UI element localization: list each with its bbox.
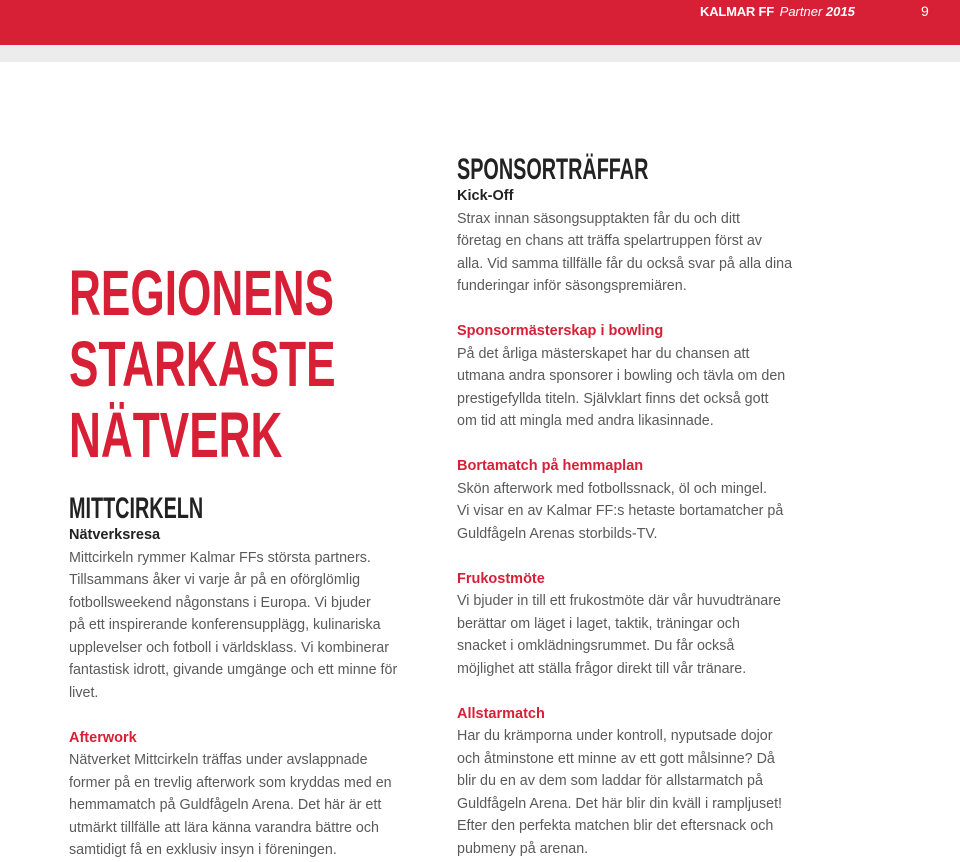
frukost-line: berättar om läget i laget, taktik, träningar och: [457, 615, 740, 632]
brand-name: KALMAR FF: [700, 4, 775, 19]
kickoff-line: alla. Vid samma tillfälle får du också svar på alla dina: [457, 255, 793, 272]
header-shadow-band: [0, 45, 960, 62]
intro-line: på ett inspirerande konferensupplägg, kulinariska: [69, 617, 381, 633]
intro-line: Tillsammans åker vi varje år på en oförglömlig: [69, 572, 361, 588]
mittcirkeln-intro-paragraph: [69, 547, 429, 705]
bortamatch-line: Guldfågeln Arenas storbilds-TV.: [457, 525, 658, 542]
page-number: 9: [921, 3, 929, 19]
bowling-paragraph: [457, 343, 817, 433]
page-headline: [69, 257, 336, 471]
afterwork-line: hemmamatch på Guldfågeln Arena. Det här är ett: [69, 797, 382, 813]
allstarmatch-paragraph: [457, 725, 817, 860]
afterwork-line: utmärkt tillfälle att lära känna varandra bättre och: [69, 819, 379, 836]
frukostmote-heading: Frukostmöte: [457, 570, 545, 587]
header-brand: [700, 4, 855, 19]
bortamatch-heading: Bortamatch på hemmaplan: [457, 458, 644, 474]
allstar-line: blir du en av dem som laddar för allstarmatch på: [457, 773, 763, 789]
frukost-line: möjlighet att ställa frågor direkt till vår tränare.: [457, 660, 747, 677]
allstar-line: pubmeny på arenan.: [457, 840, 589, 857]
intro-line: livet.: [69, 684, 99, 701]
intro-line: upplevelser och fotboll i världsklass. Vi kombinerar: [69, 639, 389, 656]
kickoff-paragraph: [457, 208, 817, 298]
frukost-line: snacket i omklädningsrummet. Du får också: [457, 638, 735, 654]
bowling-line: om tid att mingla med andra likasinnade.: [457, 413, 714, 429]
allstar-line: Efter den perfekta matchen blir det eftersnack och: [457, 818, 774, 834]
afterwork-line: Nätverket Mittcirkeln träffas under avslappnade: [69, 752, 368, 768]
partner-label: Partner: [779, 4, 823, 19]
kickoff-line: Strax innan säsongsupptakten får du och ditt: [457, 210, 740, 227]
right-column: [457, 185, 817, 860]
allstar-line: Guldfågeln Arena. Det här blir din kväll i rampljuset!: [457, 795, 783, 812]
sponsortraffar-title: SPONSORTRÄFFAR: [457, 153, 649, 186]
kickoff-heading: Kick-Off: [457, 188, 514, 204]
afterwork-line: former på en trevlig afterwork som kryddas med en: [69, 774, 392, 791]
headline-line-2: STARKASTE: [69, 328, 336, 400]
bortamatch-line: Vi visar en av Kalmar FF:s hetaste bortamatcher på: [457, 503, 784, 519]
frukost-line: Vi bjuder in till ett frukostmöte där vår huvudtränare: [457, 593, 781, 609]
bowling-line: På det årliga mästerskapet har du chansen att: [457, 345, 750, 362]
natverksresa-heading: Nätverksresa: [69, 527, 161, 543]
left-column: [69, 524, 429, 862]
bortamatch-line: Skön afterwork med fotbollssnack, öl och mingel.: [457, 480, 767, 497]
mittcirkeln-title: MITTCIRKELN: [69, 492, 204, 525]
bowling-line: utmana andra sponsorer i bowling och tävla om den: [457, 368, 786, 384]
headline-line-3: NÄTVERK: [69, 399, 283, 471]
intro-line: fantastisk idrott, givande umgänge och ett minne för: [69, 662, 398, 678]
headline-line-1: REGIONENS: [69, 257, 335, 329]
afterwork-line: samtidigt få en exklusiv insyn i föreningen.: [69, 842, 337, 858]
afterwork-paragraph: [69, 749, 429, 862]
intro-line: Mittcirkeln rymmer Kalmar FFs största partners.: [69, 549, 371, 566]
allstar-line: Har du krämporna under kontroll, nyputsade dojor: [457, 728, 773, 744]
allstarmatch-heading: Allstarmatch: [457, 705, 545, 722]
bowling-heading: Sponsormästerskap i bowling: [457, 323, 664, 339]
afterwork-heading: Afterwork: [69, 729, 137, 746]
frukostmote-paragraph: [457, 590, 817, 680]
bortamatch-paragraph: [457, 478, 817, 546]
header-bar: [0, 0, 960, 45]
kickoff-line: funderingar inför säsongspremiären.: [457, 278, 687, 294]
year-label: 2015: [825, 4, 855, 19]
bowling-line: prestigefyllda titeln. Självklart finns det också gott: [457, 390, 769, 407]
allstar-line: och åtminstone ett minne av ett gott målsinne? Då: [457, 750, 775, 767]
intro-line: fotbollsweekend någonstans i Europa. Vi bjuder: [69, 594, 371, 611]
kickoff-line: företag en chans att träffa spelartruppen först av: [457, 233, 762, 249]
